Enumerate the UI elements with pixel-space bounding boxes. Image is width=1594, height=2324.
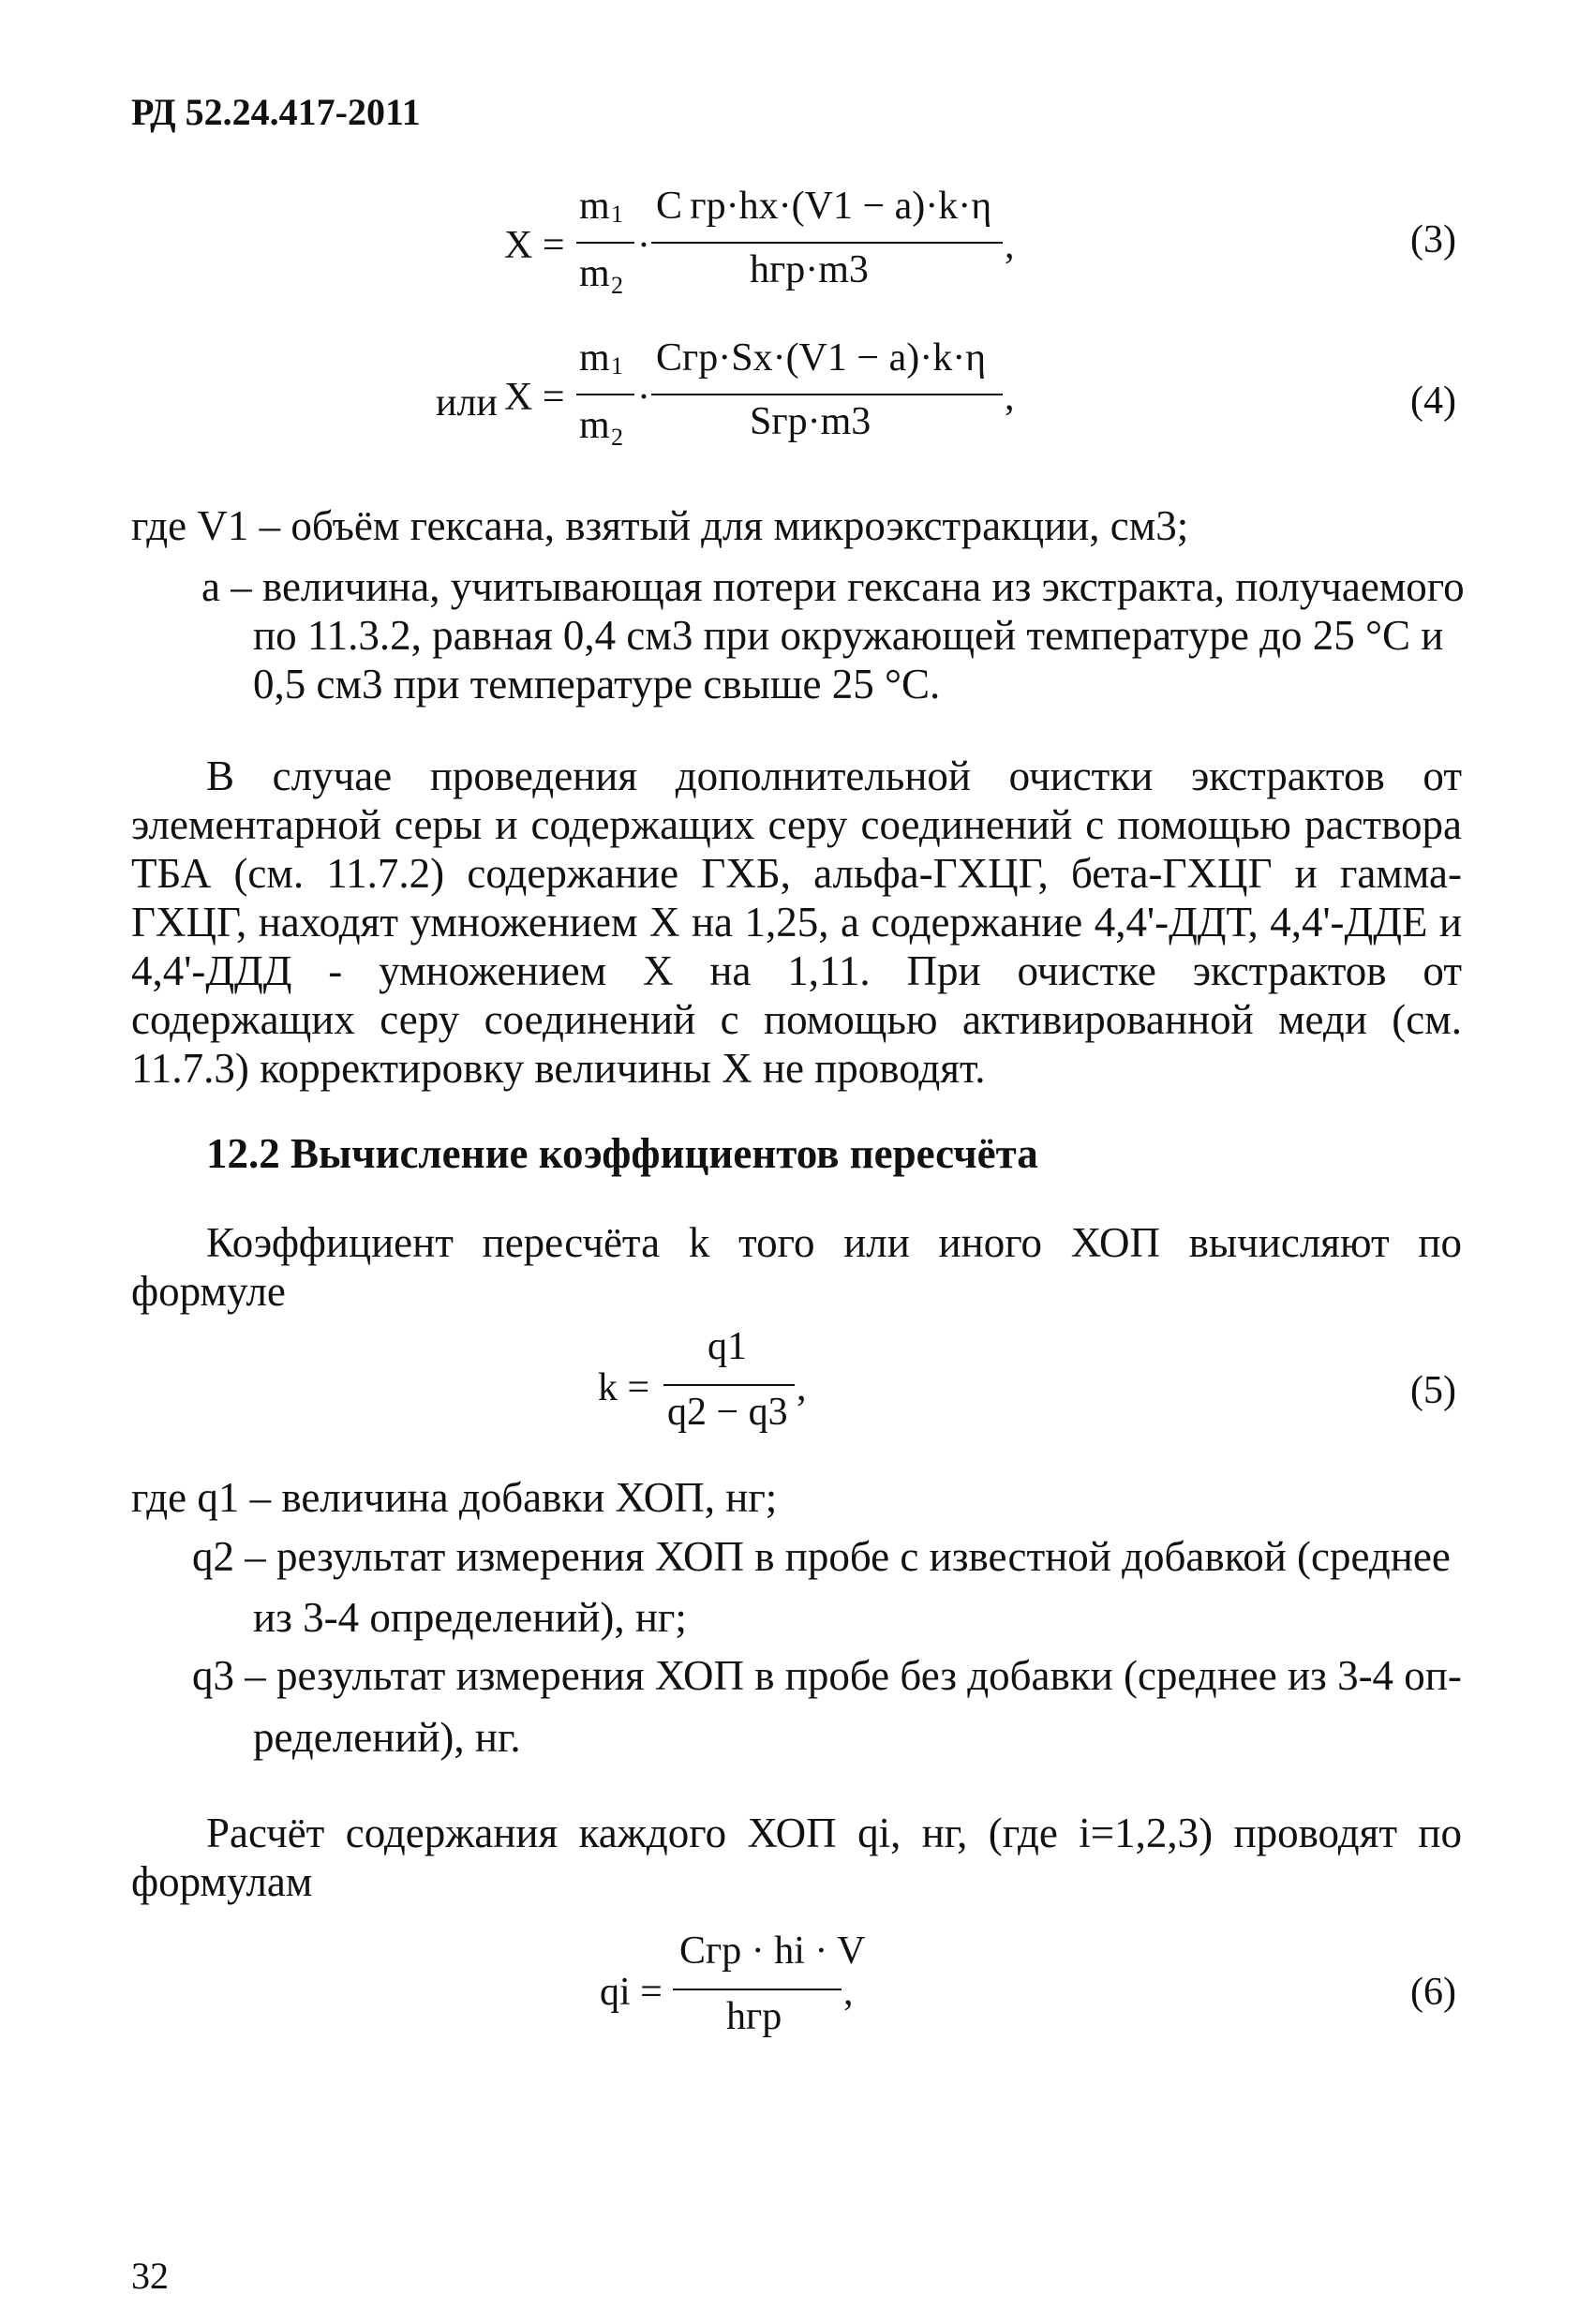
formula-6-tail: ,: [843, 1971, 854, 2014]
equation-number-6: (6): [1410, 1971, 1456, 2014]
formula-6-bar: [673, 1989, 842, 1990]
formula-4-bar-m: [576, 394, 634, 395]
formula-4-denominator: Sгр·m3: [750, 400, 871, 443]
formula-4-lhs: X =: [504, 376, 565, 419]
formula-3-m1: m: [579, 185, 610, 228]
formula-3-m2-sub: 2: [611, 272, 623, 299]
equation-number-4: (4): [1410, 380, 1456, 423]
formula-4-m1: m: [579, 336, 610, 380]
formula-3-dot: ·: [637, 224, 650, 267]
formula-4-m2-sub: 2: [611, 424, 623, 451]
formula-3-m1-sub: 1: [611, 201, 623, 228]
formula-4-bar: [651, 394, 1003, 395]
formula-3-numerator: C гр·hx·(V1 − a)·k·η: [656, 185, 992, 228]
formula-5-bar: [663, 1384, 795, 1386]
formula-4-numerator: Cгр·Sx·(V1 − a)·k·η: [656, 336, 987, 380]
formula-5-tail: ,: [797, 1366, 807, 1409]
formula-6-numerator: Cгр · hi · V: [679, 1929, 866, 1973]
definition-a-line2: по 11.3.2, равная 0,4 см3 при окружающей температуре до 25 °С и: [253, 612, 1444, 659]
formula-4-m1-sub: 1: [611, 352, 623, 380]
paragraph-calculation: Расчёт содержания каждого ХОП qi, нг, (где i=1,2,3) проводят по формулам: [131, 1810, 1462, 1905]
definition-a-line1: a – величина, учитывающая потери гексана из экстракта, получаемого: [201, 563, 1465, 610]
definition-q2-line2: из 3-4 определений), нг;: [253, 1594, 687, 1641]
formula-5-numerator: q1: [708, 1325, 747, 1368]
definition-q3-line1: q3 – результат измерения ХОП в пробе без добавки (среднее из 3-4 оп-: [192, 1652, 1462, 1699]
formula-3-bar: [651, 242, 1003, 244]
document-code: РД 52.24.417-2011: [131, 91, 421, 133]
formula-3-bar-m: [576, 242, 634, 244]
formula-5-denominator: q2 − q3: [667, 1391, 788, 1434]
paragraph-correction: В случае проведения дополнительной очистки экстрактов от элементарной серы и содержащих серу соединений с помощью раствора ТБА (см. 11.7.2) содержание ГХБ, альфа-ГХЦГ, бета-ГХЦГ и гамма-ГХЦГ, находят умножением Х на 1,25, а содержание 4,4'-ДДТ, 4,4'-ДДЕ и 4,4'-ДДД - умножением Х на 1,11. При очистке экстрактов от содержащих серу соединений с помощью активированной меди (см. 11.7.3) корректировку величины Х не проводят.: [131, 752, 1462, 1092]
formula-3-denominator: hгр·m3: [750, 248, 869, 291]
definition-q3-line2: ределений), нг.: [253, 1714, 521, 1761]
formula-3-tail: ,: [1005, 224, 1015, 267]
formula-6-denominator: hгр: [726, 1995, 782, 2038]
paragraph-coefficient: Коэффициент пересчёта k того или иного ХОП вычисляют по формуле: [131, 1219, 1462, 1315]
equation-number-5: (5): [1410, 1369, 1456, 1412]
definition-a-line3: 0,5 см3 при температуре свыше 25 °С.: [253, 661, 941, 708]
equation-number-3: (3): [1410, 218, 1456, 261]
formula-4-tail: ,: [1005, 376, 1015, 419]
formula-3-m2: m: [579, 252, 610, 295]
formula-4-prefix: или: [436, 381, 498, 425]
definition-q1: где q1 – величина добавки ХОП, нг;: [131, 1474, 778, 1521]
page-number: 32: [131, 2255, 169, 2297]
definition-v1: где V1 – объём гексана, взятый для микроэкстракции, см3;: [131, 502, 1189, 549]
formula-3-lhs: X =: [504, 224, 565, 267]
definition-q2-line1: q2 – результат измерения ХОП в пробе с известной добавкой (среднее: [192, 1533, 1451, 1580]
formula-4-m2: m: [579, 404, 610, 447]
section-title: 12.2 Вычисление коэффициентов пересчёта: [206, 1130, 1038, 1177]
formula-4-dot: ·: [637, 376, 650, 419]
formula-6-lhs: qi =: [600, 1971, 663, 2014]
formula-5-lhs: k =: [598, 1366, 650, 1409]
